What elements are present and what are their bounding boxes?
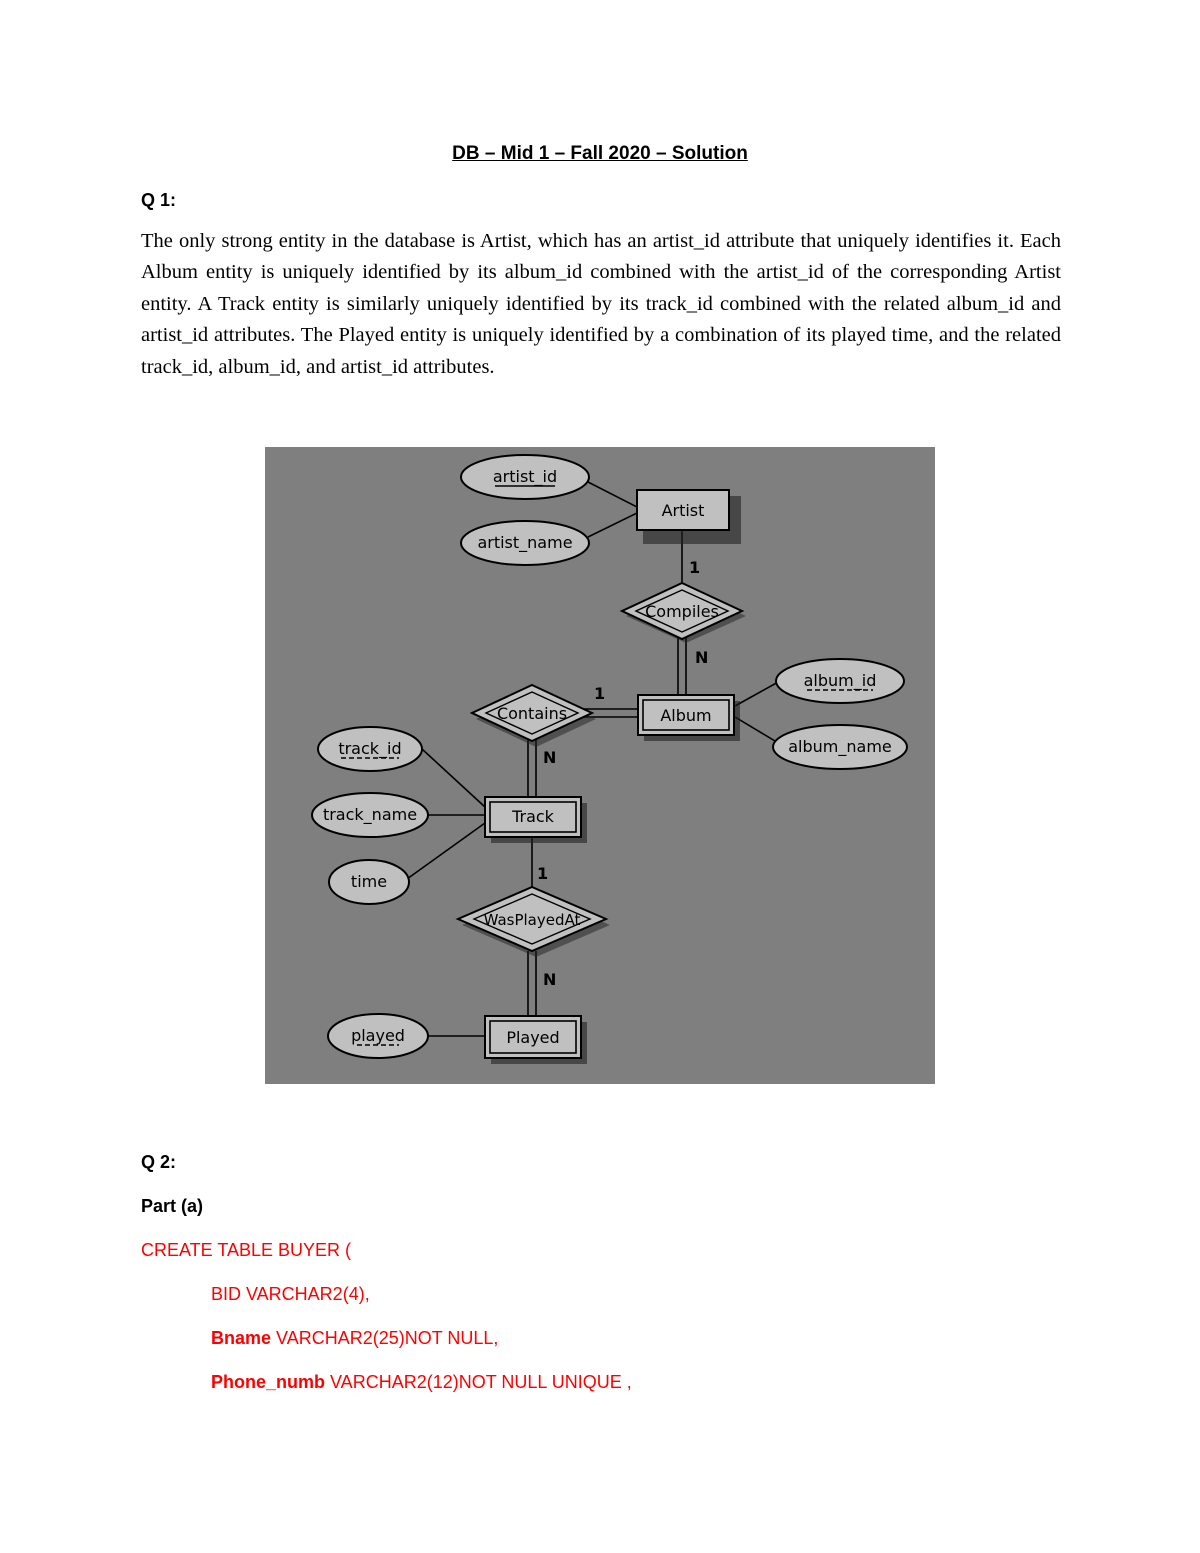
code-line-3 [211, 1328, 498, 1349]
attr-artist-name: artist_name [477, 533, 573, 552]
er-diagram [265, 447, 935, 1084]
relationship-compiles-label: Compiles [645, 602, 719, 621]
entity-artist-label: Artist [661, 501, 705, 520]
relationship-wasplayedat-label: WasPlayedAt [483, 911, 581, 929]
q1-label: Q 1: [141, 190, 177, 210]
attr-album-name: album_name [788, 737, 892, 756]
entity-track [485, 797, 587, 843]
attr-time: time [350, 872, 388, 891]
relationship-wasplayedat [458, 887, 610, 957]
part-a-label: Part (a) [141, 1196, 204, 1216]
card-contains-album: 1 [594, 684, 606, 703]
q2-label: Q 2: [141, 1152, 177, 1172]
code-line-3-type: VARCHAR2(25)NOT NULL, [271, 1328, 499, 1348]
code-line-4 [211, 1372, 632, 1393]
code-line-4-column: Phone_numb [211, 1372, 326, 1392]
relationship-compiles [622, 583, 746, 643]
attr-artist-id: artist_id [492, 467, 558, 486]
code-line-3-column: Bname [211, 1328, 272, 1348]
relationship-contains [472, 685, 596, 747]
entity-played-label: Played [506, 1028, 560, 1047]
page-title: DB – Mid 1 – Fall 2020 – Solution [452, 143, 748, 164]
code-line-4-type: VARCHAR2(12)NOT NULL UNIQUE , [325, 1372, 632, 1392]
entity-album [638, 695, 740, 741]
attr-album-id: album_id [803, 671, 877, 690]
entity-played [485, 1016, 587, 1064]
relationship-contains-label: Contains [496, 704, 568, 723]
card-wasplayedat-track: 1 [537, 864, 549, 883]
card-contains-track: N [543, 748, 557, 767]
code-line-1: CREATE TABLE BUYER ( [141, 1240, 352, 1260]
attr-played: played [351, 1026, 405, 1045]
attr-track-name: track_name [322, 805, 418, 824]
entity-album-label: Album [660, 706, 712, 725]
code-line-2: BID VARCHAR2(4), [211, 1284, 370, 1304]
q1-answer: The only strong entity in the database is Artist, which has an artist_id attribute that uniquely identifies it. Each Album entity is uniquely identified by its album_id combined with the artist_id of the corresponding Artist entity. A Track entity is similarly uniquely identified by its track_id combined with the related album_id and artist_id attributes. The Played entity is uniquely identified by a combination of its played time, and the related track_id, album_id, and artist_id attributes. [141, 230, 1061, 378]
entity-track-label: Track [512, 807, 554, 826]
card-wasplayedat-played: N [543, 970, 557, 989]
entity-artist [637, 490, 741, 544]
card-compiles-album: N [695, 648, 709, 667]
card-compiles-artist: 1 [689, 558, 701, 577]
attr-track-id: track_id [338, 739, 402, 758]
